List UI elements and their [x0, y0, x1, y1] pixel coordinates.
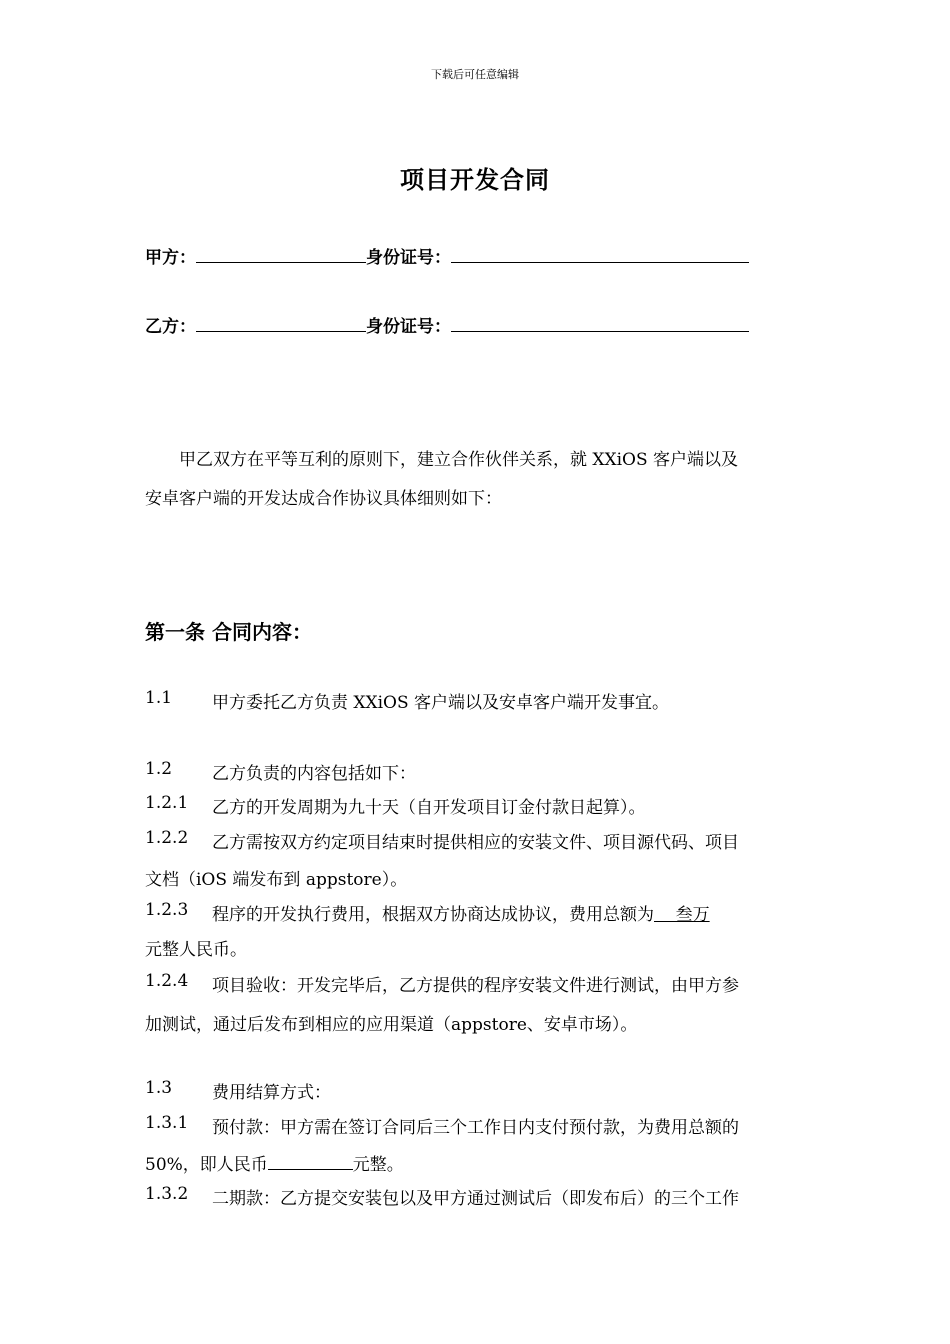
party-b-label: 乙方：	[145, 317, 196, 337]
party-b-row	[145, 312, 749, 337]
section-1-2-3-text: 程序的开发执行费用，根据双方协商达成协议，费用总额为	[212, 905, 654, 925]
section-1-2-text: 乙方负责的内容包括如下：	[212, 764, 416, 784]
section-1-2-3-line	[212, 900, 710, 925]
document-title: 项目开发合同	[400, 165, 550, 194]
section-1-2-4-text: 项目验收：开发完毕后，乙方提供的程序安装文件进行测试，由甲方参	[212, 976, 739, 996]
prepayment-amount-blank[interactable]	[268, 1153, 353, 1170]
section-1-2-4-number: 1.2.4	[145, 971, 189, 991]
section-1-3-1-continuation	[145, 1150, 404, 1175]
party-b-id-label: 身份证号：	[366, 317, 451, 337]
section-1-3-1-text: 预付款：甲方需在签订合同后三个工作日内支付预付款，为费用总额的	[212, 1118, 739, 1138]
prepayment-suffix: 元整。	[352, 1155, 404, 1175]
party-b-id-blank[interactable]	[451, 315, 749, 332]
intro-line-1: 甲乙双方在平等互利的原则下，建立合作伙伴关系，就 XXiOS 客户端以及	[179, 450, 739, 470]
section-1-2-2-number: 1.2.2	[145, 828, 189, 848]
party-b-name-blank[interactable]	[196, 315, 366, 332]
section-1-2-2-text: 乙方需按双方约定项目结束时提供相应的安装文件、项目源代码、项目	[212, 833, 739, 853]
section-1-2-1-number: 1.2.1	[145, 793, 189, 813]
section-1-2-3-continuation: 元整人民币。	[145, 940, 247, 960]
intro-line-2: 安卓客户端的开发达成合作协议具体细则如下：	[145, 489, 502, 509]
section-1-3-number: 1.3	[145, 1078, 173, 1098]
section-1-2-1-text: 乙方的开发周期为九十天（自开发项目订金付款日起算）。	[212, 798, 646, 818]
section-1-1-text: 甲方委托乙方负责 XXiOS 客户端以及安卓客户端开发事宜。	[212, 693, 670, 713]
party-a-row	[145, 243, 749, 268]
section-1-3-2-text: 二期款：乙方提交安装包以及甲方通过测试后（即发布后）的三个工作	[212, 1189, 739, 1209]
section-1-2-4-continuation: 加测试，通过后发布到相应的应用渠道（appstore、安卓市场）。	[145, 1015, 638, 1035]
section-1-3-text: 费用结算方式：	[212, 1083, 331, 1103]
section-1-3-2-number: 1.3.2	[145, 1184, 189, 1204]
section-1-2-2-continuation: 文档（iOS 端发布到 appstore）。	[145, 870, 408, 890]
party-a-id-blank[interactable]	[451, 246, 749, 263]
section-1-2-number: 1.2	[145, 759, 173, 779]
section-1-3-1-number: 1.3.1	[145, 1113, 189, 1133]
page-header-note: 下载后可任意编辑	[431, 68, 519, 81]
party-a-name-blank[interactable]	[196, 246, 366, 263]
party-a-id-label: 身份证号：	[366, 248, 451, 268]
fee-total-amount: 叁万	[654, 905, 710, 925]
article-1-heading: 第一条 合同内容：	[145, 620, 312, 644]
section-1-1-number: 1.1	[145, 688, 173, 708]
party-a-label: 甲方：	[145, 248, 196, 268]
prepayment-percent-text: 50%，即人民币	[145, 1155, 268, 1175]
section-1-2-3-number: 1.2.3	[145, 900, 189, 920]
